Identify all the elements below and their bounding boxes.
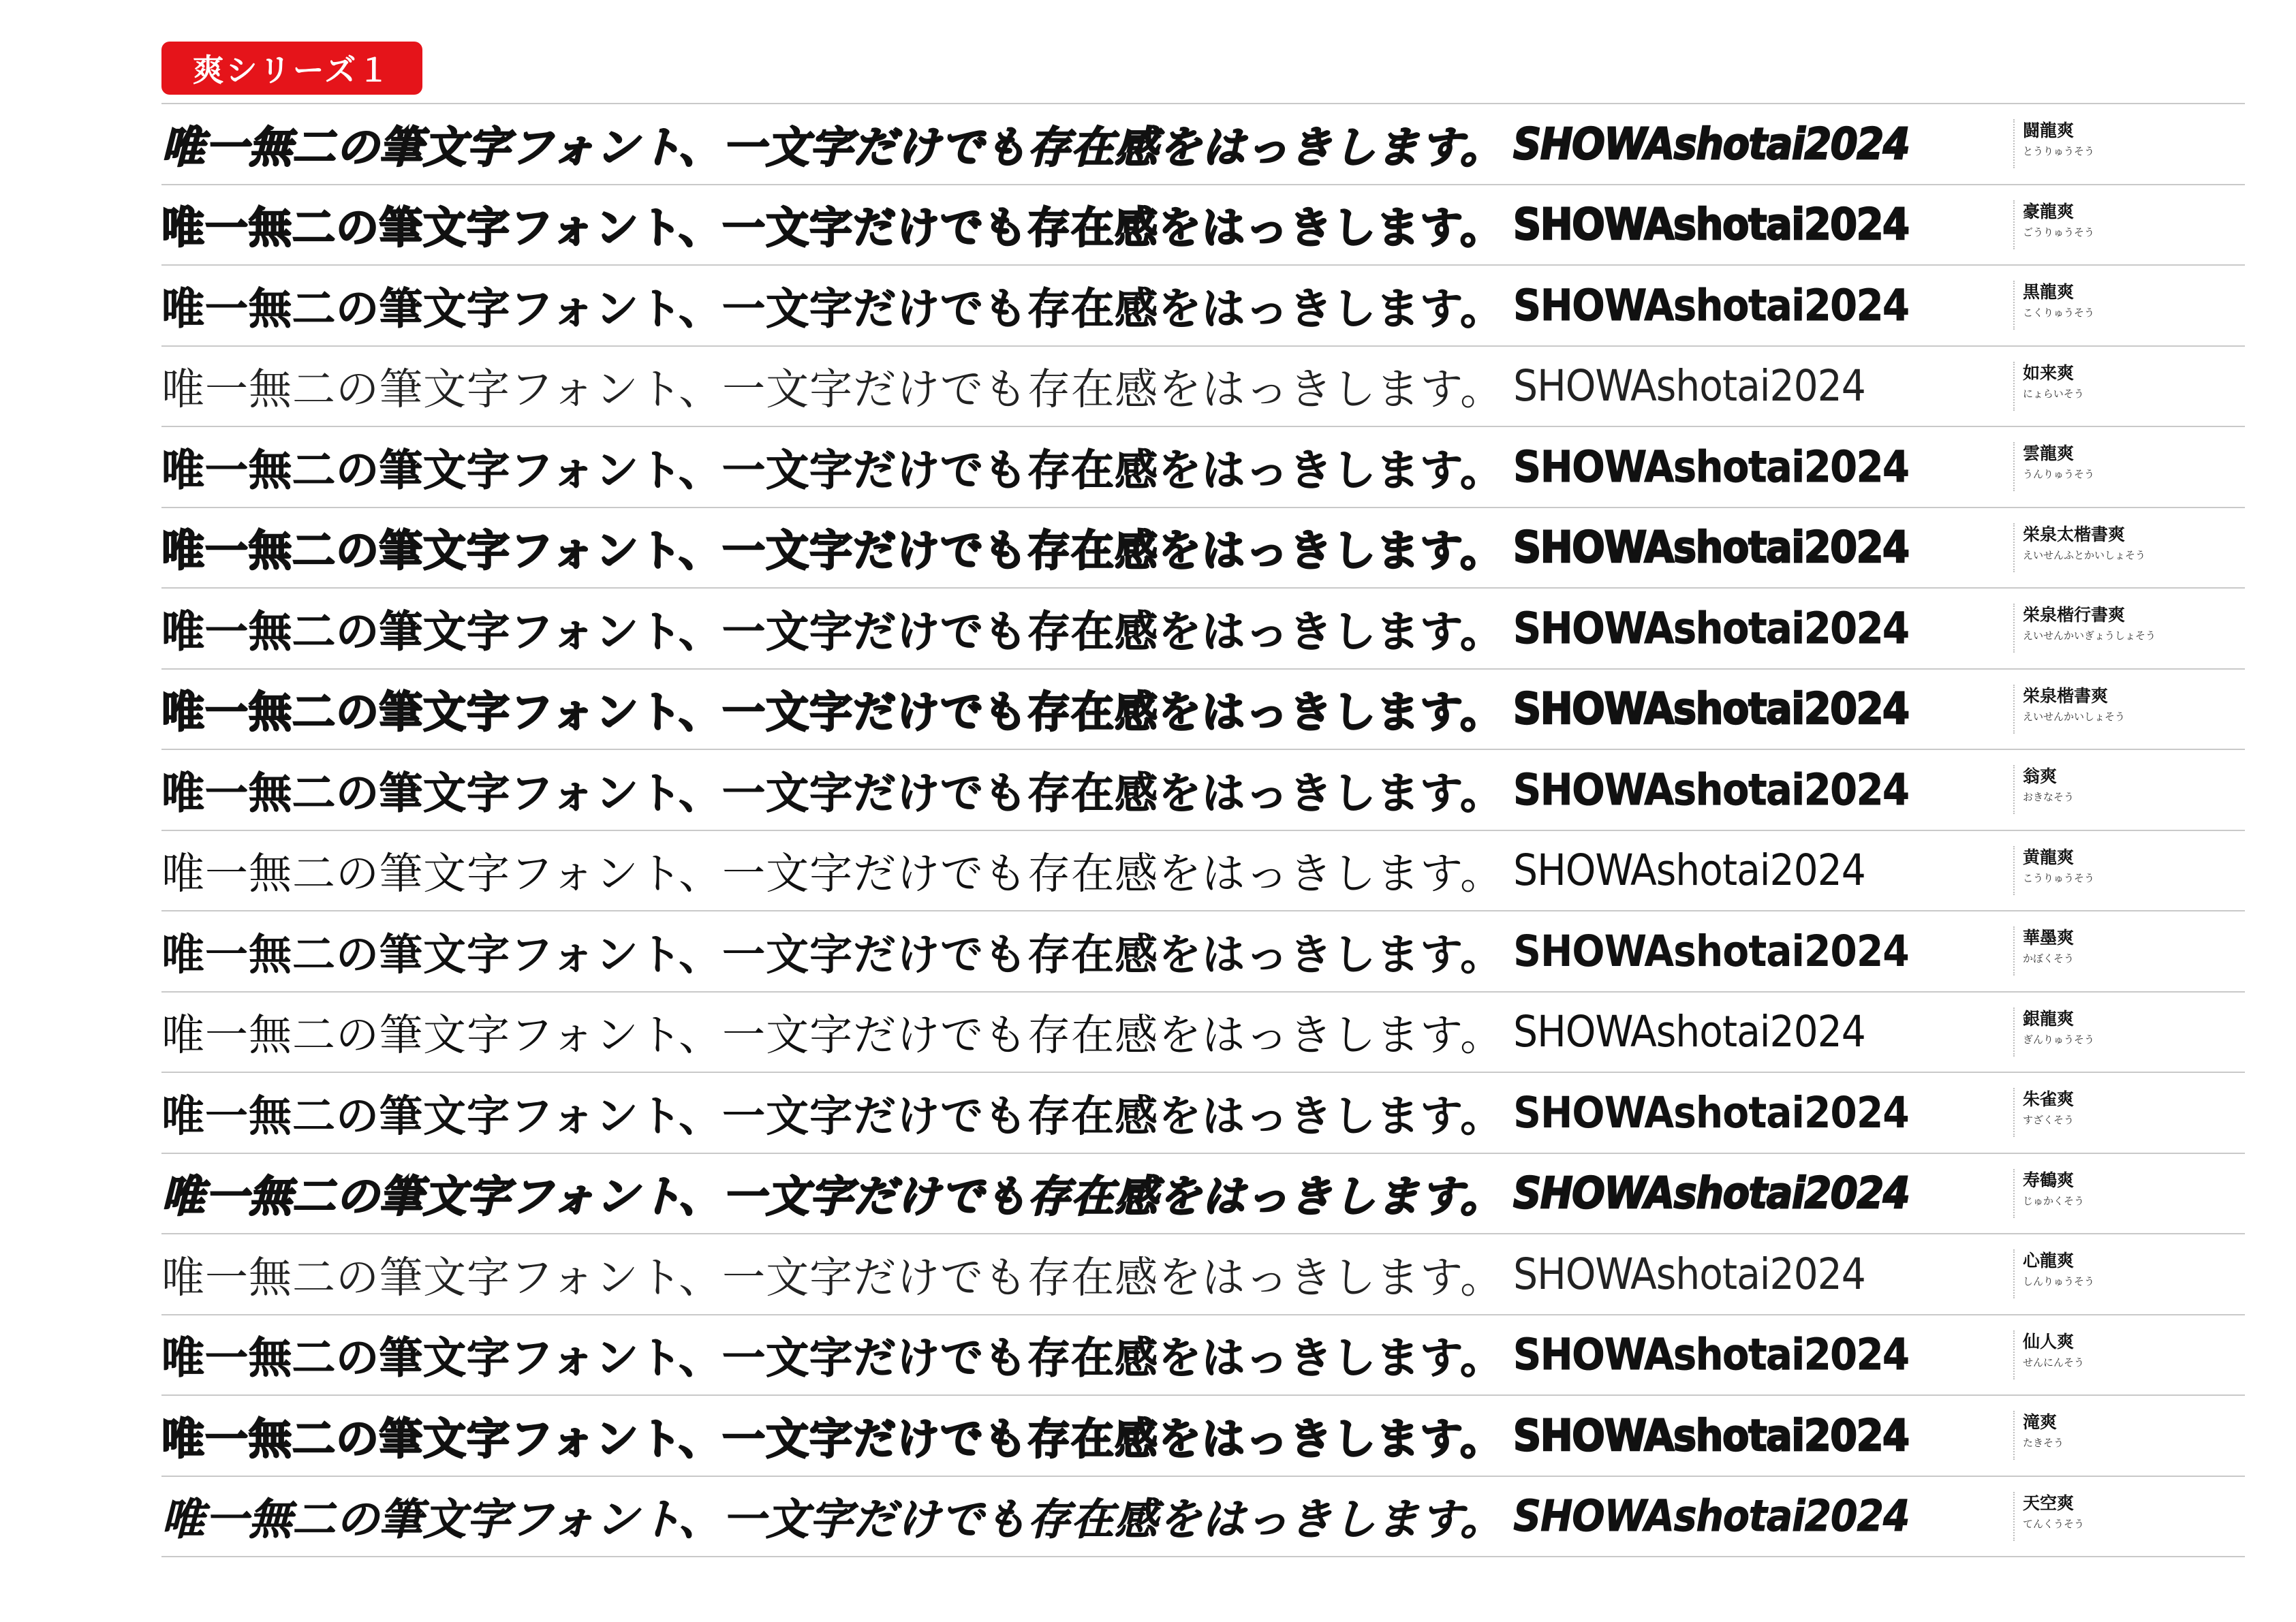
font-row [161, 670, 2245, 751]
font-row [161, 1154, 2245, 1235]
sample-text-latin: SHOWAshotai2024 [1513, 764, 1909, 815]
sample-text-jp: 唯一無二の筆文字フォント、一文字だけでも存在感をはっきします。 [161, 767, 1504, 818]
font-row [161, 266, 2245, 347]
sample-text-jp: 唯一無二の筆文字フォント、一文字だけでも存在感をはっきします。 [161, 849, 1504, 899]
font-reading: えいせんかいぎょうしょそう [2023, 629, 2156, 642]
font-row [161, 1073, 2245, 1154]
font-reading: こくりゅうそう [2023, 307, 2095, 319]
font-name-box [2013, 200, 2094, 249]
font-row [161, 347, 2245, 428]
font-name: 仙人爽 [2023, 1331, 2075, 1352]
font-name: 寿鶴爽 [2023, 1170, 2075, 1190]
font-reading: こうりゅうそう [2023, 871, 2095, 884]
font-reading: しんりゅうそう [2023, 1275, 2095, 1288]
font-name: 黒龍爽 [2023, 282, 2075, 302]
font-reading: えいせんふとかいしょそう [2023, 548, 2146, 561]
font-name-box [2013, 1249, 2094, 1298]
sample-text-latin: SHOWAshotai2024 [1513, 845, 1865, 896]
sample-text-jp: 唯一無二の筆文字フォント、一文字だけでも存在感をはっきします。 [161, 1171, 1504, 1222]
font-name: 闘龍爽 [2023, 121, 2075, 140]
sample-text-jp: 唯一無二の筆文字フォント、一文字だけでも存在感をはっきします。 [161, 1090, 1504, 1141]
sample-text-jp: 唯一無二の筆文字フォント、一文字だけでも存在感をはっきします。 [161, 1494, 1504, 1545]
font-reading: せんにんそう [2023, 1356, 2085, 1369]
font-row [161, 104, 2245, 185]
sample-text-latin: SHOWAshotai2024 [1513, 361, 1865, 411]
font-name: 豪龍爽 [2023, 201, 2075, 221]
font-name: 天空爽 [2023, 1493, 2075, 1513]
font-name: 栄泉楷書爽 [2023, 685, 2109, 706]
font-sample-list [161, 104, 2245, 1557]
font-name: 滝爽 [2023, 1412, 2058, 1432]
font-sample [161, 1234, 1933, 1314]
font-name-box [2013, 1169, 2084, 1218]
font-row [161, 508, 2245, 589]
sample-text-latin: SHOWAshotai2024 [1513, 684, 1909, 734]
font-name: 如来爽 [2023, 362, 2075, 383]
sample-text-jp: 唯一無二の筆文字フォント、一文字だけでも存在感をはっきします。 [161, 929, 1504, 980]
font-row [161, 427, 2245, 508]
font-row [161, 589, 2245, 670]
font-row [161, 831, 2245, 912]
font-sample [161, 670, 1933, 749]
font-name: 翁爽 [2023, 766, 2058, 786]
font-name-box [2013, 846, 2094, 895]
font-sample [161, 508, 1933, 588]
font-name-box [2013, 1330, 2084, 1379]
sample-text-latin: SHOWAshotai2024 [1513, 280, 1909, 330]
font-sample [161, 831, 1933, 911]
font-name: 栄泉太楷書爽 [2023, 524, 2126, 544]
sample-text-jp: 唯一無二の筆文字フォント、一文字だけでも存在感をはっきします。 [161, 364, 1504, 415]
sample-text-latin: SHOWAshotai2024 [1513, 1491, 1910, 1542]
sample-text-latin: SHOWAshotai2024 [1513, 200, 1909, 250]
sample-text-jp: 唯一無二の筆文字フォント、一文字だけでも存在感をはっきします。 [161, 1010, 1504, 1061]
font-sample [161, 1073, 1933, 1153]
font-row [161, 1396, 2245, 1477]
sample-text-latin: SHOWAshotai2024 [1513, 441, 1909, 492]
sample-text-jp: 唯一無二の筆文字フォント、一文字だけでも存在感をはっきします。 [161, 121, 1504, 172]
font-row [161, 750, 2245, 831]
sample-text-jp: 唯一無二の筆文字フォント、一文字だけでも存在感をはっきします。 [161, 1413, 1504, 1464]
font-name-box [2013, 1008, 2094, 1057]
font-sample [161, 266, 1933, 345]
font-row [161, 185, 2245, 266]
font-name-box [2013, 926, 2074, 976]
sample-text-latin: SHOWAshotai2024 [1513, 1249, 1865, 1299]
font-row [161, 911, 2245, 993]
font-sample [161, 1396, 1933, 1476]
font-sample [161, 427, 1933, 507]
sample-text-jp: 唯一無二の筆文字フォント、一文字だけでも存在感をはっきします。 [161, 202, 1504, 253]
sample-text-latin: SHOWAshotai2024 [1513, 926, 1909, 976]
font-sample [161, 104, 1933, 184]
font-reading: ごうりゅうそう [2023, 225, 2095, 238]
font-sample [161, 1315, 1933, 1395]
font-name: 栄泉楷行書爽 [2023, 605, 2126, 625]
font-name: 心龍爽 [2023, 1251, 2075, 1270]
sample-text-latin: SHOWAshotai2024 [1513, 1168, 1910, 1219]
font-sample [161, 911, 1933, 991]
font-name-box [2013, 1411, 2064, 1460]
sample-text-jp: 唯一無二の筆文字フォント、一文字だけでも存在感をはっきします。 [161, 283, 1504, 334]
font-reading: とうりゅうそう [2023, 145, 2095, 157]
font-name: 朱雀爽 [2023, 1089, 2075, 1109]
font-sample [161, 347, 1933, 426]
font-name-box [2013, 1088, 2074, 1137]
sample-text-jp: 唯一無二の筆文字フォント、一文字だけでも存在感をはっきします。 [161, 525, 1504, 576]
font-sample [161, 993, 1933, 1072]
sample-text-latin: SHOWAshotai2024 [1513, 1007, 1865, 1057]
font-reading: てんくうそう [2023, 1517, 2085, 1530]
font-name-box [2013, 765, 2074, 814]
sample-text-jp: 唯一無二の筆文字フォント、一文字だけでも存在感をはっきします。 [161, 444, 1504, 495]
sample-text-jp: 唯一無二の筆文字フォント、一文字だけでも存在感をはっきします。 [161, 1332, 1504, 1384]
font-row [161, 1477, 2245, 1558]
series-badge [161, 42, 422, 95]
font-name: 雲龍爽 [2023, 443, 2075, 463]
font-sample [161, 750, 1933, 830]
sample-text-latin: SHOWAshotai2024 [1513, 603, 1909, 653]
sample-text-latin: SHOWAshotai2024 [1513, 1087, 1909, 1138]
font-name-box [2013, 442, 2094, 491]
font-reading: かぼくそう [2023, 952, 2075, 965]
font-sample [161, 589, 1933, 668]
sample-text-latin: SHOWAshotai2024 [1513, 1330, 1909, 1380]
font-name-box [2013, 604, 2156, 653]
font-reading: たきそう [2023, 1437, 2064, 1449]
font-name-box [2013, 523, 2145, 572]
font-reading: じゅかくそう [2023, 1194, 2085, 1207]
series-badge-label: 爽シリーズ１ [192, 52, 392, 89]
sample-text-latin: SHOWAshotai2024 [1513, 1410, 1909, 1461]
sample-text-latin: SHOWAshotai2024 [1513, 119, 1910, 169]
font-reading: うんりゅうそう [2023, 468, 2095, 480]
font-row [161, 1315, 2245, 1397]
font-sample [161, 1154, 1933, 1234]
font-name-box [2013, 685, 2125, 734]
font-sample [161, 185, 1933, 265]
sample-text-latin: SHOWAshotai2024 [1513, 523, 1909, 573]
font-row [161, 1234, 2245, 1315]
font-name: 黄龍爽 [2023, 847, 2075, 867]
sample-text-jp: 唯一無二の筆文字フォント、一文字だけでも存在感をはっきします。 [161, 606, 1504, 657]
sample-text-jp: 唯一無二の筆文字フォント、一文字だけでも存在感をはっきします。 [161, 1252, 1504, 1303]
font-name-box [2013, 281, 2094, 330]
font-name: 華墨爽 [2023, 928, 2075, 948]
font-reading: すざくそう [2023, 1114, 2075, 1126]
sample-text-jp: 唯一無二の筆文字フォント、一文字だけでも存在感をはっきします。 [161, 687, 1504, 738]
font-reading: えいせんかいしょそう [2023, 710, 2126, 723]
font-reading: おきなそう [2023, 791, 2075, 803]
font-name-box [2013, 362, 2084, 411]
font-name-box [2013, 119, 2094, 168]
font-name: 銀龍爽 [2023, 1008, 2075, 1029]
font-row [161, 993, 2245, 1074]
font-name-box [2013, 1492, 2084, 1541]
font-reading: ぎんりゅうそう [2023, 1033, 2095, 1046]
font-reading: にょらいそう [2023, 387, 2084, 400]
font-sample [161, 1477, 1933, 1557]
